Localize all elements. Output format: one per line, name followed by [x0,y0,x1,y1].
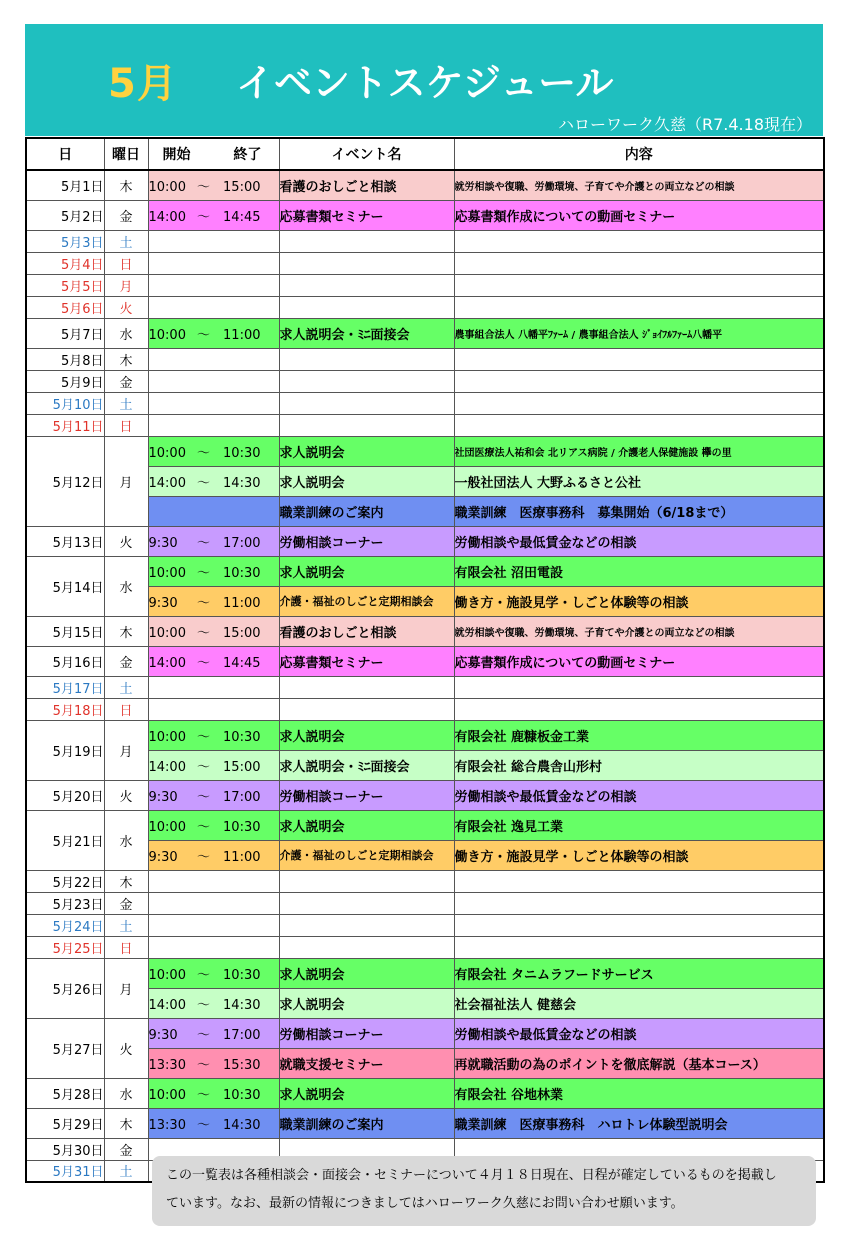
event-end: 14:30 [223,997,261,1013]
event-detail [454,936,824,958]
event-time [148,914,279,936]
day-of-week: 木 [104,616,148,646]
time-separator: ～ [196,475,210,491]
event-detail [454,296,824,318]
time-separator: ～ [196,1057,210,1073]
day-of-week: 木 [104,348,148,370]
event-row [26,646,824,676]
event-name: 就職支援セミナー [279,1048,454,1078]
event-time [148,958,279,988]
event-name [279,414,454,436]
time-separator: ～ [196,849,210,865]
event-row [26,616,824,646]
event-detail [454,892,824,914]
day-date: 5月20日 [26,780,104,810]
day-date: 5月25日 [26,936,104,958]
empty-day-row [26,296,824,318]
event-detail [454,348,824,370]
event-detail: 働き方・施設見学・しごと体験等の相談 [454,586,824,616]
time-separator: ～ [196,327,210,343]
event-time [148,170,279,200]
time-separator: ～ [196,565,210,581]
event-start: 10:00 [148,565,186,581]
col-event: イベント名 [279,138,454,170]
event-name: 看護のおしごと相談 [279,170,454,200]
event-time [148,436,279,466]
day-date: 5月22日 [26,870,104,892]
event-detail: 有限会社 谷地林業 [454,1078,824,1108]
day-of-week: 日 [104,698,148,720]
event-time [148,496,279,526]
time-separator: ～ [196,789,210,805]
event-name: 応募書類セミナー [279,646,454,676]
event-time [148,348,279,370]
col-time [148,138,279,170]
event-start: 14:00 [148,209,186,225]
event-detail [454,914,824,936]
event-detail: 有限会社 タニムラフードサービス [454,958,824,988]
event-time [148,892,279,914]
col-detail: 内容 [454,138,824,170]
day-date: 5月31日 [26,1160,104,1182]
event-time [148,200,279,230]
event-name [279,870,454,892]
schedule-table [25,137,825,1183]
col-dow: 曜日 [104,138,148,170]
time-separator: ～ [196,1027,210,1043]
day-date: 5月7日 [26,318,104,348]
event-time [148,1018,279,1048]
event-start: 10:00 [148,1087,186,1103]
event-detail: 働き方・施設見学・しごと体験等の相談 [454,840,824,870]
event-start: 9:30 [148,789,178,805]
event-detail: 労働相談や最低賃金などの相談 [454,1018,824,1048]
day-date: 5月3日 [26,230,104,252]
day-date: 5月13日 [26,526,104,556]
event-start: 9:30 [148,1027,178,1043]
event-detail: 応募書類作成についての動画セミナー [454,200,824,230]
event-name: 職業訓練のご案内 [279,1108,454,1138]
event-time [148,750,279,780]
note-line-2: ています。なお、最新の情報につきましてはハローワーク久慈にお問い合わせ願います。 [166,1196,684,1211]
day-date: 5月17日 [26,676,104,698]
empty-day-row [26,414,824,436]
event-name [279,892,454,914]
empty-day-row [26,870,824,892]
event-detail: 有限会社 総合農舎山形村 [454,750,824,780]
event-end: 15:00 [223,179,261,195]
day-date: 5月14日 [26,556,104,616]
event-time [148,318,279,348]
day-date: 5月16日 [26,646,104,676]
event-detail: 労働相談や最低賃金などの相談 [454,780,824,810]
event-end: 15:00 [223,759,261,775]
empty-day-row [26,274,824,296]
event-detail [454,392,824,414]
event-time [148,720,279,750]
day-of-week: 火 [104,1018,148,1078]
day-date: 5月18日 [26,698,104,720]
event-start: 10:00 [148,179,186,195]
day-of-week: 土 [104,676,148,698]
event-row [26,780,824,810]
day-date: 5月11日 [26,414,104,436]
event-name [279,676,454,698]
day-of-week: 水 [104,318,148,348]
event-time [148,1078,279,1108]
event-name: 求人説明会・ﾐﾆ面接会 [279,318,454,348]
event-detail: 社会福祉法人 健慈会 [454,988,824,1018]
event-end: 15:30 [223,1057,261,1073]
day-of-week: 金 [104,1138,148,1160]
time-separator: ～ [196,967,210,983]
day-of-week: 火 [104,526,148,556]
event-name [279,230,454,252]
day-of-week: 金 [104,646,148,676]
event-start: 10:00 [148,967,186,983]
col-start: 開始 [162,147,191,163]
day-of-week: 日 [104,414,148,436]
event-name: 看護のおしごと相談 [279,616,454,646]
day-date: 5月6日 [26,296,104,318]
footer-note [152,1156,816,1226]
day-of-week: 土 [104,230,148,252]
event-detail: 労働相談や最低賃金などの相談 [454,526,824,556]
event-end: 15:00 [223,625,261,641]
day-of-week: 金 [104,200,148,230]
empty-day-row [26,676,824,698]
event-end: 11:00 [223,327,261,343]
event-name [279,370,454,392]
month-label: 5月 [108,61,178,107]
event-time [148,1108,279,1138]
event-end: 10:30 [223,1087,261,1103]
day-of-week: 水 [104,556,148,616]
event-name: 求人説明会 [279,810,454,840]
event-time [148,586,279,616]
event-time [148,698,279,720]
day-date: 5月26日 [26,958,104,1018]
event-end: 10:30 [223,729,261,745]
time-separator: ～ [196,445,210,461]
event-row [26,810,824,840]
event-detail: 就労相談や復職、労働環境、子育てや介護との両立などの相談 [454,616,824,646]
event-end: 10:30 [223,445,261,461]
time-separator: ～ [196,759,210,775]
event-row [26,200,824,230]
event-detail [454,370,824,392]
event-name: 求人説明会 [279,466,454,496]
event-detail [454,698,824,720]
event-end: 10:30 [223,967,261,983]
event-name: 職業訓練のご案内 [279,496,454,526]
event-detail: 再就職活動の為のポイントを徹底解説（基本コース） [454,1048,824,1078]
event-name [279,914,454,936]
event-end: 14:30 [223,475,261,491]
event-start: 10:00 [148,819,186,835]
day-of-week: 水 [104,1078,148,1108]
day-date: 5月8日 [26,348,104,370]
event-end: 10:30 [223,819,261,835]
event-time [148,230,279,252]
event-detail [454,274,824,296]
event-start: 14:00 [148,655,186,671]
event-time [148,392,279,414]
time-separator: ～ [196,655,210,671]
event-row [26,170,824,200]
event-row [26,556,824,586]
event-detail: 職業訓練 医療事務科 募集開始（6/18まで） [454,496,824,526]
event-time [148,936,279,958]
day-of-week: 金 [104,370,148,392]
time-separator: ～ [196,1087,210,1103]
event-start: 10:00 [148,729,186,745]
event-start: 14:00 [148,759,186,775]
empty-day-row [26,936,824,958]
day-date: 5月19日 [26,720,104,780]
day-of-week: 月 [104,720,148,780]
event-end: 17:00 [223,1027,261,1043]
day-date: 5月5日 [26,274,104,296]
event-detail [454,252,824,274]
time-separator: ～ [196,625,210,641]
day-of-week: 土 [104,1160,148,1182]
event-detail: 応募書類作成についての動画セミナー [454,646,824,676]
table-header-row [26,138,824,170]
event-start: 10:00 [148,625,186,641]
empty-day-row [26,252,824,274]
event-detail: 農事組合法人 八幡平ﾌｧｰﾑ / 農事組合法人 ｼﾞｮｲﾌﾙﾌｧｰﾑ八幡平 [454,318,824,348]
event-time [148,810,279,840]
event-detail [454,414,824,436]
event-row [26,436,824,466]
day-date: 5月28日 [26,1078,104,1108]
page-subtitle: ハローワーク久慈（R7.4.18現在） [557,115,812,134]
day-date: 5月15日 [26,616,104,646]
time-separator: ～ [196,819,210,835]
day-date: 5月2日 [26,200,104,230]
day-of-week: 月 [104,958,148,1018]
time-separator: ～ [196,595,210,611]
event-detail: 有限会社 逸見工業 [454,810,824,840]
event-time [148,870,279,892]
day-of-week: 日 [104,936,148,958]
event-end: 11:00 [223,595,261,611]
event-end: 14:45 [223,209,261,225]
event-detail: 職業訓練 医療事務科 ハロトレ体験型説明会 [454,1108,824,1138]
event-row [26,1078,824,1108]
event-start: 10:00 [148,445,186,461]
day-of-week: 木 [104,870,148,892]
time-separator: ～ [196,729,210,745]
event-name [279,252,454,274]
day-of-week: 月 [104,436,148,526]
day-date: 5月27日 [26,1018,104,1078]
event-name [279,274,454,296]
day-date: 5月10日 [26,392,104,414]
day-date: 5月23日 [26,892,104,914]
event-time [148,274,279,296]
event-row [26,318,824,348]
event-end: 10:30 [223,565,261,581]
event-time [148,840,279,870]
day-of-week: 木 [104,1108,148,1138]
empty-day-row [26,348,824,370]
col-end: 終了 [233,147,262,163]
event-end: 14:45 [223,655,261,671]
event-detail: 社団医療法人祐和会 北リアス病院 / 介護老人保健施設 欅の里 [454,436,824,466]
event-name: 求人説明会 [279,720,454,750]
day-of-week: 月 [104,274,148,296]
event-name: 労働相談コーナー [279,1018,454,1048]
event-end: 11:00 [223,849,261,865]
schedule-body [26,170,824,1182]
day-of-week: 金 [104,892,148,914]
event-name [279,936,454,958]
col-date: 日 [26,138,104,170]
day-of-week: 水 [104,810,148,870]
event-detail: 就労相談や復職、労働環境、子育てや介護との両立などの相談 [454,170,824,200]
event-name: 求人説明会 [279,436,454,466]
event-name: 求人説明会 [279,958,454,988]
event-name: 求人説明会 [279,1078,454,1108]
event-time [148,466,279,496]
event-name [279,698,454,720]
event-start: 14:00 [148,997,186,1013]
event-time [148,780,279,810]
event-time [148,646,279,676]
event-row [26,1018,824,1048]
event-name: 労働相談コーナー [279,780,454,810]
day-date: 5月1日 [26,170,104,200]
time-separator: ～ [196,179,210,195]
day-date: 5月30日 [26,1138,104,1160]
event-start: 9:30 [148,535,178,551]
event-name: 求人説明会・ﾐﾆ面接会 [279,750,454,780]
event-detail: 一般社団法人 大野ふるさと公社 [454,466,824,496]
time-separator: ～ [196,997,210,1013]
event-start: 9:30 [148,849,178,865]
event-detail: 有限会社 鹿糠板金工業 [454,720,824,750]
empty-day-row [26,914,824,936]
event-start: 14:00 [148,475,186,491]
event-time [148,556,279,586]
day-date: 5月9日 [26,370,104,392]
page-title: イベントスケジュール [236,61,614,105]
event-start: 10:00 [148,327,186,343]
day-of-week: 土 [104,914,148,936]
event-time [148,370,279,392]
empty-day-row [26,698,824,720]
event-row [26,958,824,988]
event-name [279,348,454,370]
event-name: 介護・福祉のしごと定期相談会 [279,586,454,616]
event-detail [454,230,824,252]
event-detail [454,870,824,892]
event-time [148,414,279,436]
event-name: 応募書類セミナー [279,200,454,230]
time-separator: ～ [196,535,210,551]
day-date: 5月29日 [26,1108,104,1138]
empty-day-row [26,230,824,252]
empty-day-row [26,392,824,414]
day-date: 5月21日 [26,810,104,870]
event-detail: 有限会社 沼田電設 [454,556,824,586]
time-separator: ～ [196,209,210,225]
event-time [148,526,279,556]
day-date: 5月12日 [26,436,104,526]
event-time [148,616,279,646]
day-of-week: 火 [104,296,148,318]
day-date: 5月24日 [26,914,104,936]
day-of-week: 木 [104,170,148,200]
day-date: 5月4日 [26,252,104,274]
event-detail [454,676,824,698]
event-end: 14:30 [223,1117,261,1133]
event-time [148,1048,279,1078]
event-row [26,526,824,556]
event-name: 求人説明会 [279,988,454,1018]
event-start: 13:30 [148,1117,186,1133]
day-of-week: 土 [104,392,148,414]
event-name: 介護・福祉のしごと定期相談会 [279,840,454,870]
note-line-1: この一覧表は各種相談会・面接会・セミナーについて４月１８日現在、日程が確定しているものを掲載し [166,1168,777,1183]
event-end: 17:00 [223,535,261,551]
event-start: 9:30 [148,595,178,611]
day-of-week: 火 [104,780,148,810]
event-start: 13:30 [148,1057,186,1073]
event-name [279,392,454,414]
event-time [148,296,279,318]
time-separator: ～ [196,1117,210,1133]
event-row [26,1108,824,1138]
event-time [148,252,279,274]
event-row [26,720,824,750]
event-name: 労働相談コーナー [279,526,454,556]
empty-day-row [26,892,824,914]
event-time [148,676,279,698]
day-of-week: 日 [104,252,148,274]
event-time [148,988,279,1018]
empty-day-row [26,370,824,392]
event-end: 17:00 [223,789,261,805]
event-name [279,296,454,318]
event-name: 求人説明会 [279,556,454,586]
